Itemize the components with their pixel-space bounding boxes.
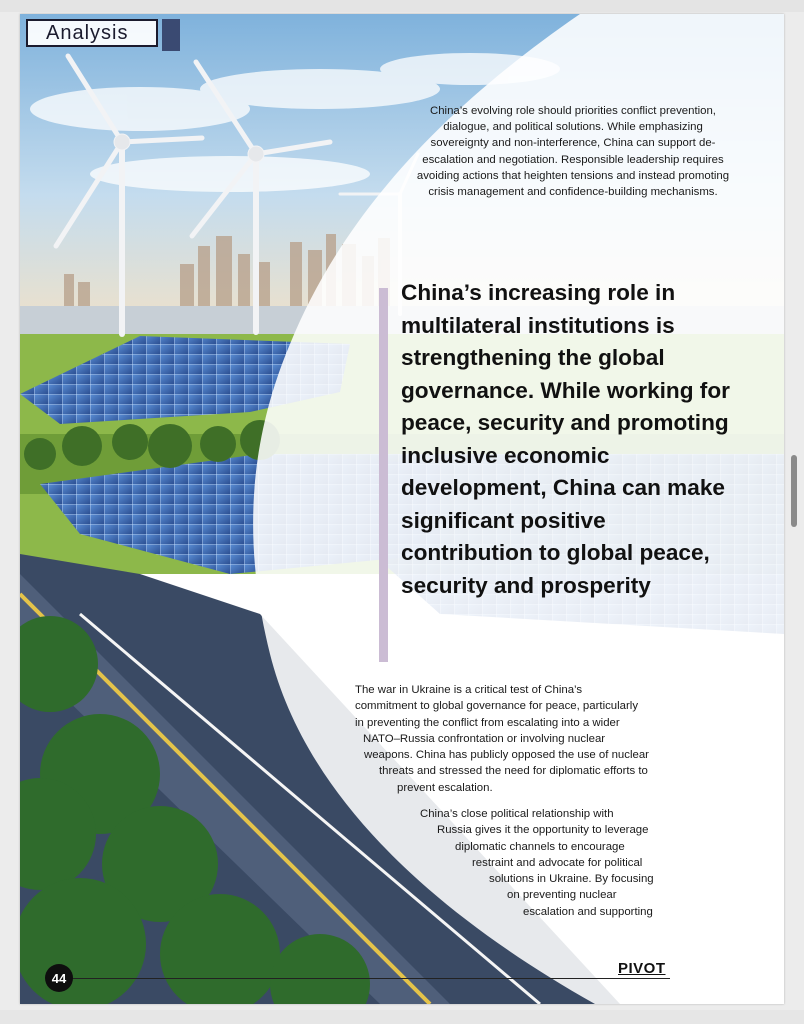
- page-number-badge: 44: [45, 964, 73, 992]
- text-line: restraint and advocate for political: [472, 856, 643, 869]
- text-line: diplomatic channels to encourage: [455, 840, 625, 853]
- text-line: threats and stressed the need for diplomatic efforts to: [379, 765, 648, 778]
- text-line: China’s close political relationship with: [420, 808, 614, 820]
- intro-paragraph: China’s evolving role should priorities conflict prevention, dialogue, and political solutions. While emphasizing sovereignty and non-interference, China can support de-escalation and negotiation. Responsible leadership requires avoiding actions that heighten tensions and instead promoting crisis management and confidence-building mechanisms.: [416, 105, 730, 199]
- text-line: escalation and supporting: [523, 905, 653, 918]
- pull-quote: China’s increasing role in multilateral institutions is strengthening the global governance. While working for peace, security and promoting inclusive economic development, China can make significant positive contribution to global peace, security and prosperity: [401, 280, 730, 598]
- text-line: The war in Ukraine is a critical test of China’s: [355, 684, 583, 696]
- section-label-accent: [162, 19, 180, 51]
- text-line: prevent escalation.: [397, 781, 493, 794]
- body-paragraph-russia: [355, 806, 715, 920]
- viewer-top-strip: [0, 0, 804, 12]
- scrollbar-thumb[interactable]: [791, 455, 797, 527]
- text-line: on preventing nuclear: [507, 889, 617, 902]
- pull-quote-accent-bar: [379, 288, 388, 662]
- text-line: commitment to global governance for peace, particularly: [355, 700, 639, 713]
- text-line: weapons. China has publicly opposed the use of nuclear: [364, 749, 649, 762]
- footer-rule: [60, 978, 670, 979]
- text-line: in preventing the conflict from escalating into a wider: [355, 716, 620, 729]
- section-label: Analysis: [26, 19, 158, 47]
- magazine-page: [20, 14, 784, 1004]
- magazine-name: PIVOT: [618, 960, 666, 977]
- text-line: solutions in Ukraine. By focusing: [489, 873, 654, 886]
- text-line: Russia gives it the opportunity to leverage: [437, 824, 649, 837]
- text-line: NATO–Russia confrontation or involving nuclear: [363, 732, 606, 745]
- body-paragraph-ukraine: [355, 682, 715, 796]
- viewer-bottom-strip: [0, 1010, 804, 1024]
